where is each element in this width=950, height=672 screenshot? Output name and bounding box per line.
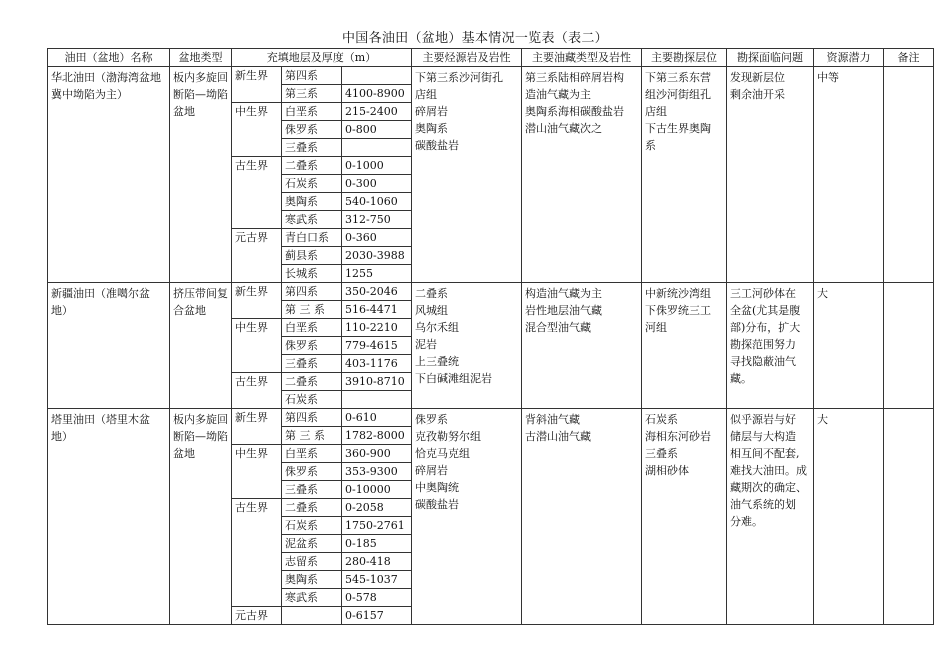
remark-cell — [884, 283, 934, 409]
basin-type: 板内多旋回断陷—坳陷盆地 — [170, 409, 232, 625]
reservoir-line: 背斜油气藏 — [525, 413, 580, 426]
source-rock-line: 碎屑岩 — [415, 105, 448, 118]
system-cell: 寒武系 — [282, 211, 342, 229]
problems-line: 似乎源岩与好 — [730, 413, 796, 426]
problems-line: 储层与大构造 — [730, 430, 796, 443]
table-row — [48, 67, 934, 85]
system-cell: 志留系 — [282, 553, 342, 571]
thickness-cell: 360-900 — [342, 445, 412, 463]
table-row — [48, 283, 934, 301]
thickness-cell: 2030-3988 — [342, 247, 412, 265]
system-cell: 白垩系 — [282, 445, 342, 463]
potential-cell: 中等 — [814, 67, 884, 283]
system-cell: 长城系 — [282, 265, 342, 283]
thickness-cell: 350-2046 — [342, 283, 412, 301]
source-rock-cell — [412, 67, 522, 283]
system-cell: 石炭系 — [282, 517, 342, 535]
system-cell: 侏罗系 — [282, 463, 342, 481]
system-cell: 三叠系 — [282, 481, 342, 499]
thickness-cell — [342, 67, 412, 85]
table-body — [48, 67, 934, 625]
horizon-cell — [642, 283, 727, 409]
source-rock-line: 下第三系沙河街孔 — [415, 71, 503, 84]
header-row — [48, 49, 934, 67]
era-cell: 新生界 — [232, 67, 282, 103]
field-name: 新疆油田（准噶尔盆地） — [48, 283, 170, 409]
source-rock-line: 店组 — [415, 88, 437, 101]
source-rock-line: 碳酸盐岩 — [415, 498, 459, 511]
thickness-cell — [342, 139, 412, 157]
horizon-line: 下侏罗统三工 — [645, 304, 711, 317]
system-cell: 奥陶系 — [282, 571, 342, 589]
problems-line: 油气系统的划 — [730, 498, 796, 511]
problems-line: 发现新层位 — [730, 71, 785, 84]
system-cell: 第 三 系 — [282, 427, 342, 445]
system-cell: 奥陶系 — [282, 193, 342, 211]
system-cell: 三叠系 — [282, 139, 342, 157]
source-rock-cell — [412, 409, 522, 625]
thickness-cell: 516-4471 — [342, 301, 412, 319]
header-horizon: 主要勘探层位 — [642, 49, 727, 67]
era-cell: 中生界 — [232, 445, 282, 499]
era-cell: 古生界 — [232, 499, 282, 607]
source-rock-line: 恰克马克组 — [415, 447, 470, 460]
problems-line: 藏期次的确定、 — [730, 481, 807, 494]
thickness-cell: 110-2210 — [342, 319, 412, 337]
source-rock-line: 二叠系 — [415, 287, 448, 300]
thickness-cell: 3910-8710 — [342, 373, 412, 391]
reservoir-line: 古潜山油气藏 — [525, 430, 591, 443]
source-rock-line: 下白碱滩组泥岩 — [415, 372, 492, 385]
system-cell: 侏罗系 — [282, 121, 342, 139]
problems-line: 藏。 — [730, 372, 752, 385]
system-cell: 白垩系 — [282, 103, 342, 121]
source-rock-line: 碎屑岩 — [415, 464, 448, 477]
problems-line: 相互间不配套, — [730, 447, 800, 460]
system-cell: 二叠系 — [282, 157, 342, 175]
oilfield-table — [47, 48, 934, 625]
thickness-cell: 1782-8000 — [342, 427, 412, 445]
system-cell: 第四系 — [282, 409, 342, 427]
thickness-cell: 0-10000 — [342, 481, 412, 499]
source-rock-line: 风城组 — [415, 304, 448, 317]
thickness-cell — [342, 391, 412, 409]
problems-line: 勘探范围努力 — [730, 338, 796, 351]
reservoir-line: 第三系陆相碎屑岩构 — [525, 71, 624, 84]
reservoir-line: 奥陶系海相碳酸盐岩 — [525, 105, 624, 118]
problems-line: 全盆(尤其是腹 — [730, 304, 801, 317]
source-rock-line: 奥陶系 — [415, 122, 448, 135]
header-name: 油田（盆地）名称 — [48, 49, 170, 67]
thickness-cell: 312-750 — [342, 211, 412, 229]
remark-cell — [884, 67, 934, 283]
horizon-line: 组沙河街组孔 — [645, 88, 711, 101]
era-cell: 古生界 — [232, 157, 282, 229]
thickness-cell: 215-2400 — [342, 103, 412, 121]
thickness-cell: 779-4615 — [342, 337, 412, 355]
source-rock-line: 克孜勒努尔组 — [415, 430, 481, 443]
source-rock-line: 中奥陶统 — [415, 481, 459, 494]
thickness-cell: 0-1000 — [342, 157, 412, 175]
horizon-line: 系 — [645, 139, 656, 152]
header-problems: 勘探面临问题 — [727, 49, 814, 67]
era-cell: 元古界 — [232, 229, 282, 283]
system-cell: 石炭系 — [282, 391, 342, 409]
horizon-line: 中新统沙湾组 — [645, 287, 711, 300]
reservoir-line: 造油气藏为主 — [525, 88, 591, 101]
header-basin-type: 盆地类型 — [170, 49, 232, 67]
problems-line: 分难。 — [730, 515, 763, 528]
remark-cell — [884, 409, 934, 625]
era-cell: 元古界 — [232, 607, 282, 625]
table-title: 中国各油田（盆地）基本情况一览表（表二） — [341, 31, 608, 46]
basin-type: 板内多旋回断陷—坳陷盆地 — [170, 67, 232, 283]
horizon-line: 石炭系 — [645, 413, 678, 426]
reservoir-line: 构造油气藏为主 — [525, 287, 602, 300]
reservoir-cell — [522, 409, 642, 625]
system-cell: 第 三 系 — [282, 301, 342, 319]
era-cell: 新生界 — [232, 409, 282, 445]
source-rock-line: 上三叠统 — [415, 355, 459, 368]
field-name: 华北油田（渤海湾盆地冀中坳陷为主） — [48, 67, 170, 283]
source-rock-line: 侏罗系 — [415, 413, 448, 426]
thickness-cell: 353-9300 — [342, 463, 412, 481]
reservoir-line: 潜山油气藏次之 — [525, 122, 602, 135]
system-cell: 三叠系 — [282, 355, 342, 373]
era-cell: 新生界 — [232, 283, 282, 319]
problems-cell — [727, 283, 814, 409]
era-cell: 古生界 — [232, 373, 282, 409]
thickness-cell: 0-300 — [342, 175, 412, 193]
thickness-cell: 403-1176 — [342, 355, 412, 373]
reservoir-line: 岩性地层油气藏 — [525, 304, 602, 317]
system-cell: 第三系 — [282, 85, 342, 103]
thickness-cell: 4100-8900 — [342, 85, 412, 103]
horizon-line: 下第三系东营 — [645, 71, 711, 84]
thickness-cell: 0-578 — [342, 589, 412, 607]
system-cell: 泥盆系 — [282, 535, 342, 553]
table-row — [48, 409, 934, 427]
horizon-line: 下古生界奥陶 — [645, 122, 711, 135]
source-rock-line: 碳酸盐岩 — [415, 139, 459, 152]
field-name: 塔里油田（塔里木盆地） — [48, 409, 170, 625]
header-reservoir: 主要油藏类型及岩性 — [522, 49, 642, 67]
problems-line: 寻找隐蔽油气 — [730, 355, 796, 368]
source-rock-line: 泥岩 — [415, 338, 437, 351]
system-cell: 蓟县系 — [282, 247, 342, 265]
header-strata: 充填地层及厚度（m） — [232, 49, 412, 67]
system-cell: 白垩系 — [282, 319, 342, 337]
horizon-line: 店组 — [645, 105, 667, 118]
system-cell: 青白口系 — [282, 229, 342, 247]
system-cell: 第四系 — [282, 283, 342, 301]
source-rock-line: 乌尔禾组 — [415, 321, 459, 334]
thickness-cell: 1750-2761 — [342, 517, 412, 535]
system-cell: 二叠系 — [282, 373, 342, 391]
system-cell — [282, 607, 342, 625]
horizon-line: 河组 — [645, 321, 667, 334]
problems-cell — [727, 409, 814, 625]
header-potential: 资源潜力 — [814, 49, 884, 67]
thickness-cell: 280-418 — [342, 553, 412, 571]
system-cell: 二叠系 — [282, 499, 342, 517]
problems-cell — [727, 67, 814, 283]
horizon-cell — [642, 409, 727, 625]
system-cell: 寒武系 — [282, 589, 342, 607]
header-remark: 备注 — [884, 49, 934, 67]
era-cell: 中生界 — [232, 103, 282, 157]
system-cell: 第四系 — [282, 67, 342, 85]
system-cell: 石炭系 — [282, 175, 342, 193]
era-cell: 中生界 — [232, 319, 282, 373]
thickness-cell: 0-6157 — [342, 607, 412, 625]
horizon-cell — [642, 67, 727, 283]
problems-line: 难找大油田。成 — [730, 464, 807, 477]
reservoir-cell — [522, 283, 642, 409]
reservoir-cell — [522, 67, 642, 283]
thickness-cell: 0-2058 — [342, 499, 412, 517]
source-rock-cell — [412, 283, 522, 409]
thickness-cell: 1255 — [342, 265, 412, 283]
horizon-line: 海相东河砂岩 — [645, 430, 711, 443]
thickness-cell: 0-610 — [342, 409, 412, 427]
thickness-cell: 0-800 — [342, 121, 412, 139]
reservoir-line: 混合型油气藏 — [525, 321, 591, 334]
horizon-line: 三叠系 — [645, 447, 678, 460]
potential-cell: 大 — [814, 283, 884, 409]
problems-line: 三工河砂体在 — [730, 287, 796, 300]
header-source-rock: 主要烃源岩及岩性 — [412, 49, 522, 67]
problems-line: 部)分布，扩大 — [730, 321, 801, 334]
potential-cell: 大 — [814, 409, 884, 625]
basin-type: 挤压带间复合盆地 — [170, 283, 232, 409]
problems-line: 剩余油开采 — [730, 88, 785, 101]
thickness-cell: 545-1037 — [342, 571, 412, 589]
horizon-line: 湖相砂体 — [645, 464, 689, 477]
thickness-cell: 0-185 — [342, 535, 412, 553]
system-cell: 侏罗系 — [282, 337, 342, 355]
thickness-cell: 540-1060 — [342, 193, 412, 211]
thickness-cell: 0-360 — [342, 229, 412, 247]
